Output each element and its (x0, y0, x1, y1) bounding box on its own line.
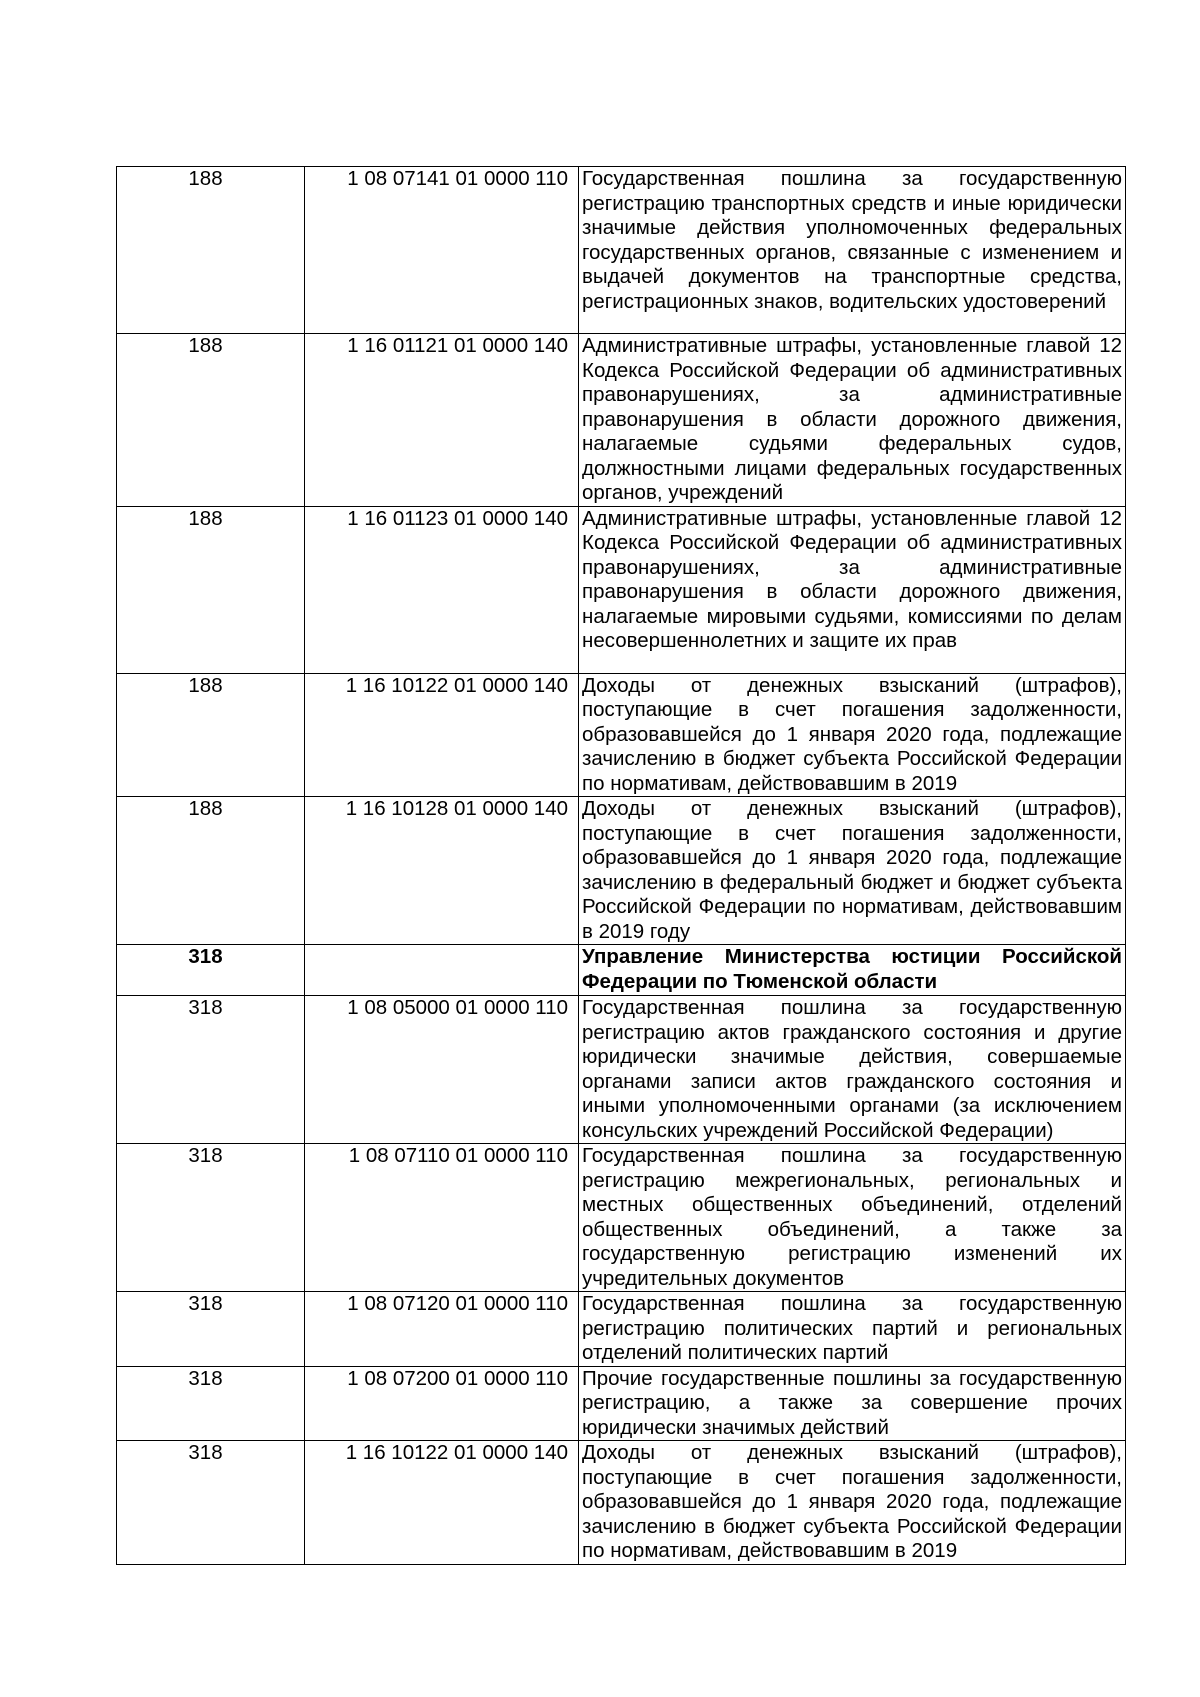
table-row (117, 673, 1126, 797)
admin-code-cell: 188 (117, 167, 305, 334)
table-body (117, 167, 1126, 1565)
section-header-row (117, 945, 1126, 996)
revenue-name-cell: Административные штрафы, установленные главой 12 Кодекса Российской Федерации об административных правонарушениях, за административные правонарушения в области дорожного движения, налагаемые судьями федеральных судов, должностными лицами федеральных государственных органов, учреждений (579, 334, 1126, 507)
revenue-name-cell: Доходы от денежных взысканий (штрафов), поступающие в счет погашения задолженности, образовавшейся до 1 января 2020 года, подлежащие зачислению в федеральный бюджет и бюджет субъекта Российской Федерации по нормативам, действовавшим в 2019 году (579, 797, 1126, 945)
revenue-name-cell: Государственная пошлина за государственную регистрацию политических партий и региональных отделений политических партий (579, 1292, 1126, 1367)
admin-code-cell: 318 (117, 1441, 305, 1565)
admin-code-cell: 318 (117, 1292, 305, 1367)
admin-code-cell: 188 (117, 506, 305, 673)
revenue-name-cell: Доходы от денежных взысканий (штрафов), поступающие в счет погашения задолженности, образовавшейся до 1 января 2020 года, подлежащие зачислению в бюджет субъекта Российской Федерации по нормативам, действовавшим в 2019 (579, 673, 1126, 797)
revenue-code-table (116, 166, 1126, 1565)
table-row (117, 1144, 1126, 1292)
budget-code-cell: 1 16 10122 01 0000 140 (305, 673, 579, 797)
admin-code-cell: 188 (117, 334, 305, 507)
table-row (117, 506, 1126, 673)
revenue-name-cell: Государственная пошлина за государственную регистрацию транспортных средств и иные юридически значимые действия уполномоченных федеральных государственных органов, связанные с изменением и выдачей документов на транспортные средства, регистрационных знаков, водительских удостоверений (579, 167, 1126, 334)
budget-code-cell (305, 945, 579, 996)
admin-code-cell: 318 (117, 1366, 305, 1441)
revenue-name-cell: Государственная пошлина за государственную регистрацию межрегиональных, региональных и местных общественных объединений, отделений общественных объединений, а также за государственную регистрацию изменений их учредительных документов (579, 1144, 1126, 1292)
department-name-cell: Управление Министерства юстиции Российской Федерации по Тюменской области (579, 945, 1126, 996)
table-row (117, 334, 1126, 507)
budget-code-cell: 1 08 07120 01 0000 110 (305, 1292, 579, 1367)
revenue-name-cell: Административные штрафы, установленные главой 12 Кодекса Российской Федерации об административных правонарушениях, за административные правонарушения в области дорожного движения, налагаемые мировыми судьями, комиссиями по делам несовершеннолетних и защите их прав (579, 506, 1126, 673)
table-row (117, 1441, 1126, 1565)
budget-code-cell: 1 16 01123 01 0000 140 (305, 506, 579, 673)
budget-code-cell: 1 08 05000 01 0000 110 (305, 996, 579, 1144)
budget-code-cell: 1 08 07110 01 0000 110 (305, 1144, 579, 1292)
budget-code-cell: 1 08 07141 01 0000 110 (305, 167, 579, 334)
revenue-name-cell: Прочие государственные пошлины за государственную регистрацию, а также за совершение прочих юридически значимых действий (579, 1366, 1126, 1441)
table-row (117, 167, 1126, 334)
admin-code-cell: 188 (117, 673, 305, 797)
budget-code-cell: 1 16 10128 01 0000 140 (305, 797, 579, 945)
admin-code-cell: 318 (117, 996, 305, 1144)
budget-code-cell: 1 08 07200 01 0000 110 (305, 1366, 579, 1441)
table-row (117, 797, 1126, 945)
budget-code-cell: 1 16 01121 01 0000 140 (305, 334, 579, 507)
admin-code-cell: 318 (117, 1144, 305, 1292)
table-row (117, 1292, 1126, 1367)
revenue-name-cell: Государственная пошлина за государственную регистрацию актов гражданского состояния и другие юридически значимые действия, совершаемые органами записи актов гражданского состояния и иными уполномоченными органами (за исключением консульских учреждений Российской Федерации) (579, 996, 1126, 1144)
budget-code-cell: 1 16 10122 01 0000 140 (305, 1441, 579, 1565)
revenue-name-cell: Доходы от денежных взысканий (штрафов), поступающие в счет погашения задолженности, образовавшейся до 1 января 2020 года, подлежащие зачислению в бюджет субъекта Российской Федерации по нормативам, действовавшим в 2019 (579, 1441, 1126, 1565)
table-row (117, 996, 1126, 1144)
admin-code-cell: 188 (117, 797, 305, 945)
admin-code-cell: 318 (117, 945, 305, 996)
table-row (117, 1366, 1126, 1441)
